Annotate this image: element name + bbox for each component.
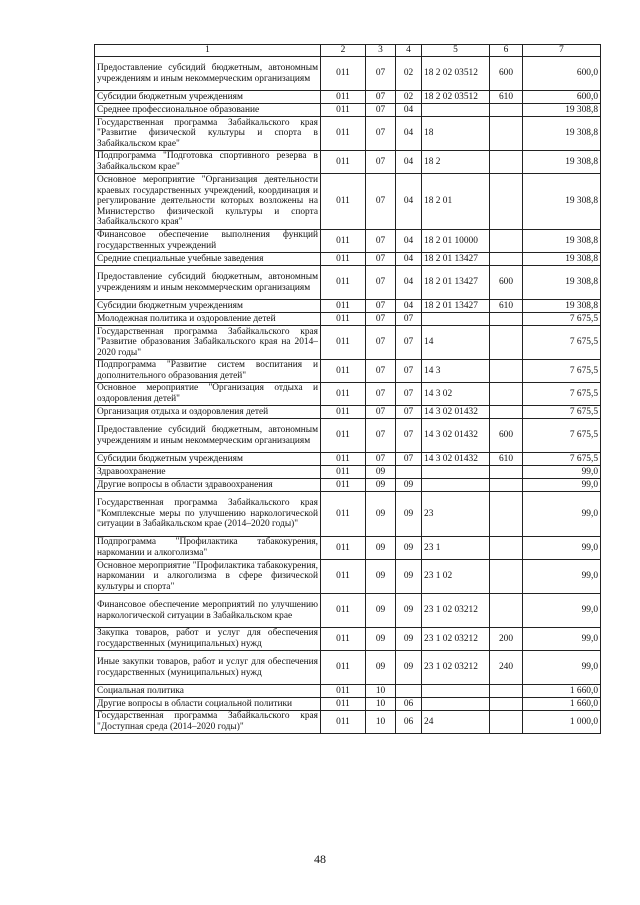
row-target-code: 18 2 01 13427 (422, 300, 490, 313)
row-section: 09 (366, 537, 396, 560)
row-section: 09 (366, 628, 396, 651)
row-admin-code: 011 (321, 313, 366, 326)
row-target-code: 23 1 02 (422, 560, 490, 594)
row-section: 10 (366, 685, 396, 698)
row-section: 07 (366, 91, 396, 104)
table-header-row (95, 45, 601, 57)
row-name: Подпрограмма "Развитие систем воспитания и дополнительного образования детей" (95, 360, 321, 383)
row-expense-type (490, 360, 523, 383)
row-amount: 19 308,8 (523, 174, 601, 230)
row-admin-code: 011 (321, 453, 366, 466)
row-expense-type (490, 253, 523, 266)
row-subsection: 07 (396, 326, 422, 360)
row-section: 09 (366, 466, 396, 479)
row-expense-type (490, 326, 523, 360)
row-amount: 600,0 (523, 91, 601, 104)
table-row (95, 406, 601, 419)
row-amount: 99,0 (523, 560, 601, 594)
row-admin-code: 011 (321, 560, 366, 594)
row-target-code: 18 2 (422, 151, 490, 174)
row-target-code: 14 3 02 (422, 383, 490, 406)
row-target-code (422, 104, 490, 117)
row-target-code: 18 2 01 13427 (422, 266, 490, 300)
row-admin-code: 011 (321, 594, 366, 628)
row-subsection: 04 (396, 104, 422, 117)
row-amount: 19 308,8 (523, 266, 601, 300)
row-section: 07 (366, 360, 396, 383)
row-name: Предоставление субсидий бюджетным, автономным учреждениям и иным некоммерческим организациям (95, 57, 321, 91)
row-name: Государственная программа Забайкальского края "Развитие физической культуры и спорта в Забайкальском крае" (95, 117, 321, 151)
row-target-code: 14 3 02 01432 (422, 453, 490, 466)
row-admin-code: 011 (321, 360, 366, 383)
row-name: Основное мероприятие "Организация деятельности краевых государственных учреждений, координация и регулирование деятельности которых возложены на Министерство физической культуры и спорта Забайкальского края" (95, 174, 321, 230)
row-subsection: 09 (396, 628, 422, 651)
row-section: 07 (366, 57, 396, 91)
row-amount: 99,0 (523, 466, 601, 479)
row-amount: 7 675,5 (523, 360, 601, 383)
row-admin-code: 011 (321, 174, 366, 230)
row-target-code: 18 2 02 03512 (422, 91, 490, 104)
table-row (95, 628, 601, 651)
row-amount: 19 308,8 (523, 253, 601, 266)
row-expense-type (490, 594, 523, 628)
header-col-2: 2 (321, 45, 366, 57)
row-expense-type (490, 560, 523, 594)
row-subsection (396, 466, 422, 479)
row-amount: 19 308,8 (523, 300, 601, 313)
row-section: 07 (366, 419, 396, 453)
row-expense-type (490, 230, 523, 253)
row-subsection: 09 (396, 537, 422, 560)
row-admin-code: 011 (321, 698, 366, 711)
row-amount: 600,0 (523, 57, 601, 91)
row-admin-code: 011 (321, 406, 366, 419)
row-name: Закупка товаров, работ и услуг для обеспечения государственных (муниципальных) нужд (95, 628, 321, 651)
row-subsection: 09 (396, 479, 422, 492)
row-target-code: 18 2 01 (422, 174, 490, 230)
row-expense-type (490, 492, 523, 537)
row-admin-code: 011 (321, 253, 366, 266)
table-row (95, 560, 601, 594)
row-subsection: 07 (396, 419, 422, 453)
row-target-code (422, 466, 490, 479)
row-subsection: 04 (396, 266, 422, 300)
row-target-code: 14 3 (422, 360, 490, 383)
row-name: Государственная программа Забайкальского края "Доступная среда (2014–2020 годы)" (95, 711, 321, 734)
table-row (95, 685, 601, 698)
row-target-code: 23 (422, 492, 490, 537)
row-subsection: 07 (396, 360, 422, 383)
row-name: Другие вопросы в области здравоохранения (95, 479, 321, 492)
row-name: Предоставление субсидий бюджетным, автономным учреждениям и иным некоммерческим организациям (95, 419, 321, 453)
row-name: Государственная программа Забайкальского края "Развитие образования Забайкальского края на 2014–2020 годы" (95, 326, 321, 360)
row-target-code: 18 2 02 03512 (422, 57, 490, 91)
row-section: 07 (366, 313, 396, 326)
row-subsection: 04 (396, 174, 422, 230)
row-amount: 99,0 (523, 479, 601, 492)
row-name: Субсидии бюджетным учреждениям (95, 300, 321, 313)
page-number: 48 (314, 852, 326, 866)
table-row (95, 711, 601, 734)
row-amount: 7 675,5 (523, 383, 601, 406)
table-row (95, 360, 601, 383)
row-section: 07 (366, 266, 396, 300)
row-target-code: 23 1 02 03212 (422, 651, 490, 685)
header-col-6: 6 (490, 45, 523, 57)
row-name: Основное мероприятие "Профилактика табакокурения, наркомании и алкоголизма в сфере физической культуры и спорта" (95, 560, 321, 594)
table-row (95, 57, 601, 91)
row-target-code: 23 1 02 03212 (422, 594, 490, 628)
row-section: 09 (366, 479, 396, 492)
row-target-code: 18 2 01 13427 (422, 253, 490, 266)
row-section: 10 (366, 711, 396, 734)
table-row (95, 466, 601, 479)
row-target-code (422, 685, 490, 698)
row-amount: 7 675,5 (523, 453, 601, 466)
row-admin-code: 011 (321, 711, 366, 734)
row-expense-type: 610 (490, 453, 523, 466)
row-target-code: 23 1 (422, 537, 490, 560)
row-expense-type: 610 (490, 91, 523, 104)
header-col-7: 7 (523, 45, 601, 57)
row-amount: 1 000,0 (523, 711, 601, 734)
row-admin-code: 011 (321, 57, 366, 91)
row-section: 09 (366, 594, 396, 628)
row-subsection: 09 (396, 560, 422, 594)
row-name: Государственная программа Забайкальского края "Комплексные меры по улучшению наркологической ситуации в Забайкальском крае (2014–2020 годы)" (95, 492, 321, 537)
row-admin-code: 011 (321, 104, 366, 117)
row-admin-code: 011 (321, 466, 366, 479)
row-subsection: 09 (396, 594, 422, 628)
row-amount: 99,0 (523, 651, 601, 685)
row-section: 07 (366, 104, 396, 117)
table-row (95, 651, 601, 685)
table-row (95, 419, 601, 453)
header-col-4: 4 (396, 45, 422, 57)
row-name: Предоставление субсидий бюджетным, автономным учреждениям и иным некоммерческим организациям (95, 266, 321, 300)
table-row (95, 537, 601, 560)
row-section: 07 (366, 117, 396, 151)
row-subsection: 02 (396, 57, 422, 91)
row-amount: 99,0 (523, 537, 601, 560)
row-admin-code: 011 (321, 628, 366, 651)
row-expense-type (490, 711, 523, 734)
table-row (95, 253, 601, 266)
row-expense-type (490, 479, 523, 492)
row-admin-code: 011 (321, 492, 366, 537)
row-target-code: 18 (422, 117, 490, 151)
table-row (95, 453, 601, 466)
header-col-3: 3 (366, 45, 396, 57)
row-subsection: 04 (396, 151, 422, 174)
header-col-1: 1 (95, 45, 321, 57)
row-subsection: 07 (396, 383, 422, 406)
row-expense-type (490, 174, 523, 230)
row-section: 07 (366, 300, 396, 313)
row-admin-code: 011 (321, 419, 366, 453)
row-target-code: 14 3 02 01432 (422, 406, 490, 419)
row-admin-code: 011 (321, 537, 366, 560)
row-name: Здравоохранение (95, 466, 321, 479)
table-row (95, 479, 601, 492)
row-name: Финансовое обеспечение мероприятий по улучшению наркологической ситуации в Забайкальском крае (95, 594, 321, 628)
row-expense-type: 600 (490, 419, 523, 453)
row-amount: 19 308,8 (523, 117, 601, 151)
row-section: 07 (366, 151, 396, 174)
row-expense-type (490, 151, 523, 174)
row-subsection: 04 (396, 230, 422, 253)
row-admin-code: 011 (321, 479, 366, 492)
row-section: 07 (366, 253, 396, 266)
row-section: 09 (366, 651, 396, 685)
row-expense-type (490, 685, 523, 698)
row-section: 07 (366, 406, 396, 419)
row-amount: 19 308,8 (523, 151, 601, 174)
row-name: Средние специальные учебные заведения (95, 253, 321, 266)
row-subsection: 07 (396, 406, 422, 419)
row-expense-type: 600 (490, 266, 523, 300)
row-amount: 19 308,8 (523, 230, 601, 253)
row-section: 07 (366, 174, 396, 230)
table-row (95, 594, 601, 628)
row-name: Финансовое обеспечение выполнения функций государственных учреждений (95, 230, 321, 253)
row-name: Основное мероприятие "Организация отдыха и оздоровления детей" (95, 383, 321, 406)
row-amount: 19 308,8 (523, 104, 601, 117)
table-row (95, 383, 601, 406)
row-name: Субсидии бюджетным учреждениям (95, 453, 321, 466)
row-expense-type (490, 537, 523, 560)
row-admin-code: 011 (321, 383, 366, 406)
row-subsection: 04 (396, 117, 422, 151)
row-name: Подпрограмма "Подготовка спортивного резерва в Забайкальском крае" (95, 151, 321, 174)
row-amount: 7 675,5 (523, 406, 601, 419)
row-admin-code: 011 (321, 230, 366, 253)
row-expense-type (490, 104, 523, 117)
row-expense-type: 200 (490, 628, 523, 651)
row-target-code (422, 313, 490, 326)
row-admin-code: 011 (321, 651, 366, 685)
table-row (95, 117, 601, 151)
row-target-code (422, 479, 490, 492)
row-subsection: 09 (396, 651, 422, 685)
row-subsection: 07 (396, 453, 422, 466)
row-name: Молодежная политика и оздоровление детей (95, 313, 321, 326)
row-name: Среднее профессиональное образование (95, 104, 321, 117)
row-expense-type: 610 (490, 300, 523, 313)
row-admin-code: 011 (321, 300, 366, 313)
row-name: Организация отдыха и оздоровления детей (95, 406, 321, 419)
row-subsection: 04 (396, 300, 422, 313)
table-row (95, 300, 601, 313)
row-name: Иные закупки товаров, работ и услуг для обеспечения государственных (муниципальных) нужд (95, 651, 321, 685)
row-target-code: 24 (422, 711, 490, 734)
row-subsection: 06 (396, 698, 422, 711)
table-row (95, 698, 601, 711)
row-amount: 99,0 (523, 628, 601, 651)
row-amount: 7 675,5 (523, 313, 601, 326)
row-expense-type: 240 (490, 651, 523, 685)
header-col-5: 5 (422, 45, 490, 57)
row-section: 07 (366, 230, 396, 253)
row-section: 09 (366, 492, 396, 537)
row-subsection: 02 (396, 91, 422, 104)
row-expense-type: 600 (490, 57, 523, 91)
row-amount: 1 660,0 (523, 698, 601, 711)
table-row (95, 266, 601, 300)
row-name: Подпрограмма "Профилактика табакокурения, наркомании и алкоголизма" (95, 537, 321, 560)
row-section: 07 (366, 453, 396, 466)
row-subsection: 06 (396, 711, 422, 734)
row-admin-code: 011 (321, 117, 366, 151)
row-admin-code: 011 (321, 151, 366, 174)
row-amount: 7 675,5 (523, 326, 601, 360)
row-expense-type (490, 117, 523, 151)
table-row (95, 174, 601, 230)
table-row (95, 151, 601, 174)
row-admin-code: 011 (321, 685, 366, 698)
row-target-code: 14 3 02 01432 (422, 419, 490, 453)
row-subsection: 09 (396, 492, 422, 537)
row-expense-type (490, 406, 523, 419)
row-amount: 99,0 (523, 594, 601, 628)
row-target-code: 23 1 02 03212 (422, 628, 490, 651)
row-amount: 99,0 (523, 492, 601, 537)
row-expense-type (490, 466, 523, 479)
row-admin-code: 011 (321, 91, 366, 104)
row-subsection: 07 (396, 313, 422, 326)
row-target-code: 14 (422, 326, 490, 360)
row-expense-type (490, 698, 523, 711)
row-admin-code: 011 (321, 266, 366, 300)
row-subsection (396, 685, 422, 698)
row-section: 07 (366, 383, 396, 406)
table-row (95, 91, 601, 104)
row-section: 07 (366, 326, 396, 360)
row-section: 10 (366, 698, 396, 711)
row-expense-type (490, 383, 523, 406)
row-target-code (422, 698, 490, 711)
row-name: Социальная политика (95, 685, 321, 698)
row-subsection: 04 (396, 253, 422, 266)
table-row (95, 230, 601, 253)
row-name: Субсидии бюджетным учреждениям (95, 91, 321, 104)
row-expense-type (490, 313, 523, 326)
row-name: Другие вопросы в области социальной политики (95, 698, 321, 711)
budget-table (94, 44, 601, 734)
row-amount: 1 660,0 (523, 685, 601, 698)
table-row (95, 492, 601, 537)
row-admin-code: 011 (321, 326, 366, 360)
table-row (95, 104, 601, 117)
row-target-code: 18 2 01 10000 (422, 230, 490, 253)
table-row (95, 326, 601, 360)
row-section: 09 (366, 560, 396, 594)
table-row (95, 313, 601, 326)
row-amount: 7 675,5 (523, 419, 601, 453)
